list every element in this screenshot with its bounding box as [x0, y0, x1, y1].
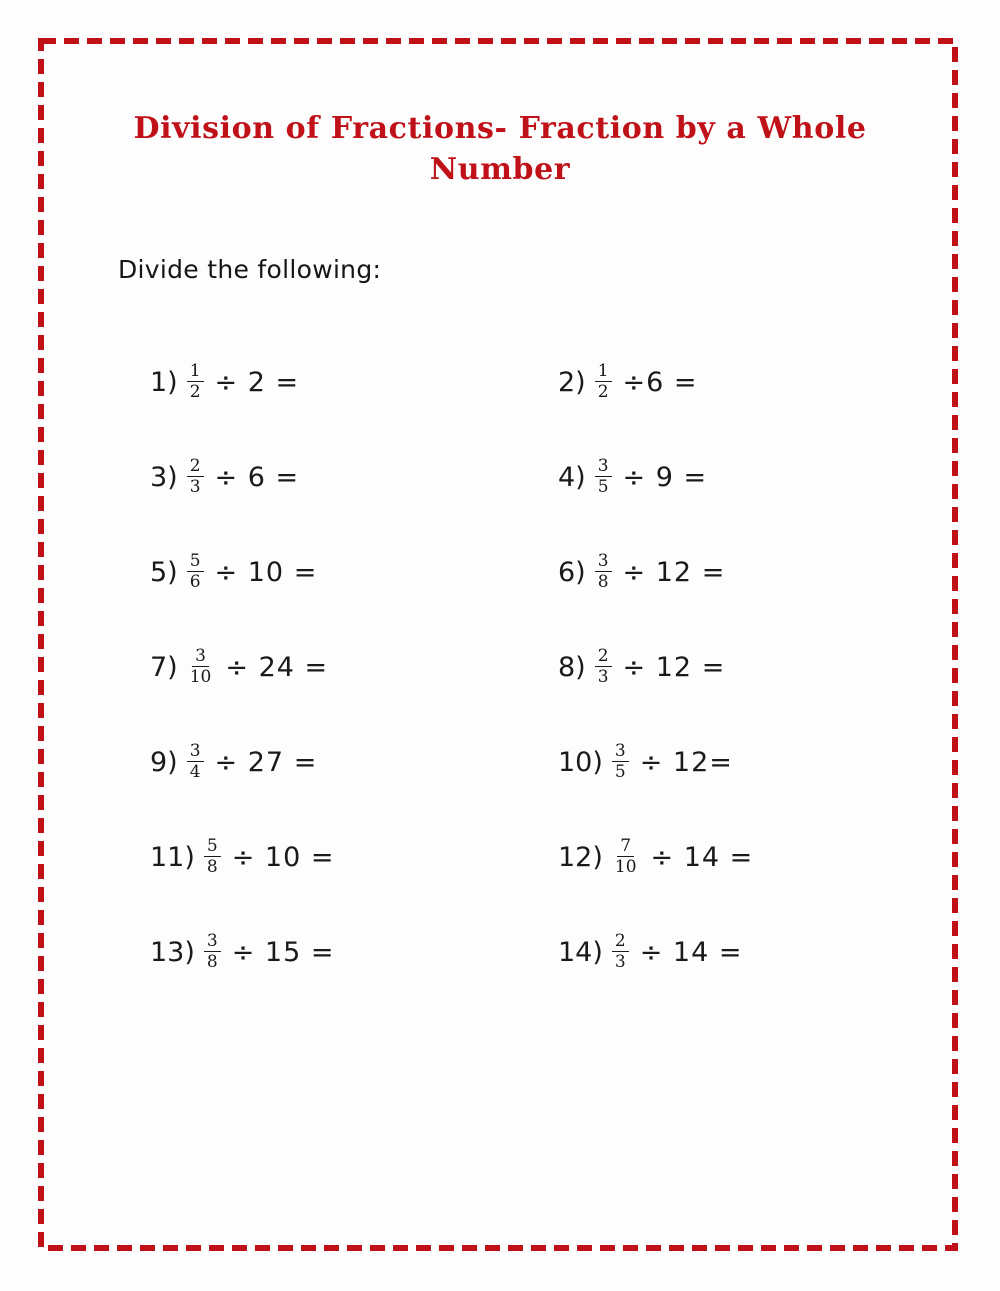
fraction [204, 932, 221, 972]
problem-item [150, 525, 558, 620]
problem-expression: ÷ 27 = [214, 747, 318, 778]
problem-item [558, 430, 930, 525]
problem-item [150, 810, 558, 905]
problem-expression: ÷ 10 = [231, 842, 335, 873]
problem-number: 5) [150, 557, 178, 588]
fraction-denominator: 10 [189, 667, 212, 687]
fraction [204, 837, 221, 877]
fraction-denominator: 5 [597, 477, 609, 497]
problem-expression: ÷6 = [622, 367, 698, 398]
problem-item [558, 810, 930, 905]
fraction-denominator: 10 [614, 857, 637, 877]
fraction-numerator: 3 [192, 647, 209, 667]
fraction-denominator: 2 [597, 382, 609, 402]
problem-number: 1) [150, 367, 178, 398]
problem-item [558, 335, 930, 430]
instruction-text: Divide the following: [118, 255, 382, 284]
fraction-numerator: 3 [187, 742, 204, 762]
fraction-denominator: 5 [614, 762, 626, 782]
problem-item [150, 905, 558, 1000]
fraction-denominator: 3 [189, 477, 201, 497]
problem-expression: ÷ 2 = [214, 367, 300, 398]
fraction [187, 742, 204, 782]
fraction-numerator: 3 [204, 932, 221, 952]
fraction-denominator: 8 [206, 952, 218, 972]
fraction-numerator: 3 [595, 457, 612, 477]
fraction-denominator: 6 [189, 572, 201, 592]
fraction-numerator: 5 [187, 552, 204, 572]
problem-number: 12) [558, 842, 603, 873]
problem-number: 13) [150, 937, 195, 968]
fraction-denominator: 8 [597, 572, 609, 592]
fraction-denominator: 3 [597, 667, 609, 687]
problem-number: 14) [558, 937, 603, 968]
worksheet-title [60, 108, 940, 191]
fraction [612, 837, 640, 877]
problem-item [558, 525, 930, 620]
problem-number: 8) [558, 652, 586, 683]
problem-number: 10) [558, 747, 603, 778]
problem-number: 2) [558, 367, 586, 398]
fraction-denominator: 4 [189, 762, 201, 782]
fraction-denominator: 2 [189, 382, 201, 402]
fraction-numerator: 2 [595, 647, 612, 667]
fraction-numerator: 2 [612, 932, 629, 952]
fraction-denominator: 8 [206, 857, 218, 877]
fraction [595, 647, 612, 687]
problem-expression: ÷ 14 = [639, 937, 743, 968]
fraction [187, 457, 204, 497]
fraction [187, 362, 204, 402]
problem-expression: ÷ 9 = [622, 462, 708, 493]
problem-expression: ÷ 12 = [622, 652, 726, 683]
problem-expression: ÷ 24 = [225, 652, 329, 683]
problems-grid [150, 335, 930, 1000]
fraction-numerator: 3 [612, 742, 629, 762]
fraction-numerator: 1 [187, 362, 204, 382]
problem-number: 9) [150, 747, 178, 778]
problem-number: 7) [150, 652, 178, 683]
problem-number: 6) [558, 557, 586, 588]
problem-expression: ÷ 12= [639, 747, 733, 778]
fraction-numerator: 1 [595, 362, 612, 382]
fraction-denominator: 3 [614, 952, 626, 972]
fraction [612, 932, 629, 972]
fraction [187, 552, 204, 592]
fraction [187, 647, 215, 687]
problem-number: 4) [558, 462, 586, 493]
problem-number: 11) [150, 842, 195, 873]
problem-item [150, 620, 558, 715]
problem-expression: ÷ 6 = [214, 462, 300, 493]
problem-expression: ÷ 12 = [622, 557, 726, 588]
fraction [595, 362, 612, 402]
fraction-numerator: 7 [617, 837, 634, 857]
fraction-numerator: 3 [595, 552, 612, 572]
problem-expression: ÷ 14 = [650, 842, 754, 873]
fraction [595, 552, 612, 592]
fraction-numerator: 5 [204, 837, 221, 857]
fraction [595, 457, 612, 497]
problem-expression: ÷ 15 = [231, 937, 335, 968]
worksheet-title-text: Division of Fractions- Fraction by a Whole Number [133, 111, 867, 188]
problem-item [558, 715, 930, 810]
problem-item [558, 905, 930, 1000]
fraction-numerator: 2 [187, 457, 204, 477]
problem-item [558, 620, 930, 715]
problem-item [150, 335, 558, 430]
problem-item [150, 430, 558, 525]
problem-item [150, 715, 558, 810]
problem-expression: ÷ 10 = [214, 557, 318, 588]
fraction [612, 742, 629, 782]
problem-number: 3) [150, 462, 178, 493]
